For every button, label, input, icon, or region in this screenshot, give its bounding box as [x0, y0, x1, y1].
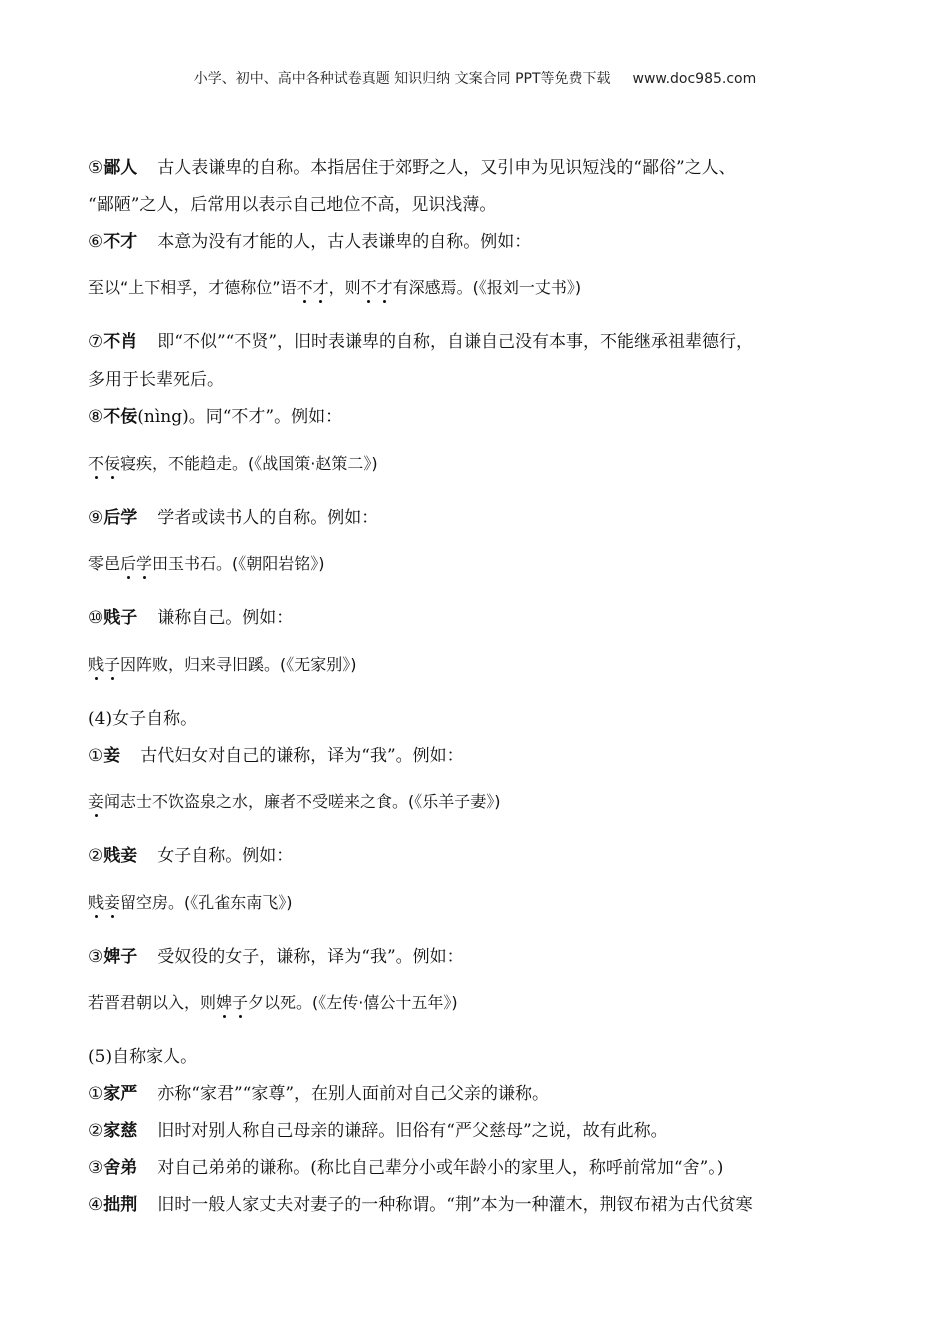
entry-qie	[88, 744, 888, 768]
entry-number: ⑨	[88, 508, 104, 528]
entry-term: 后学	[103, 508, 138, 528]
entry-continuation	[88, 368, 888, 392]
entry-term: 不佞	[103, 407, 138, 427]
example-quote: 贱子因阵败，归来寻旧蹊。(《无家别》)	[88, 655, 357, 674]
entry-number: ⑩	[88, 608, 104, 628]
entry-number: ①	[88, 1084, 104, 1104]
entry-desc: 即“不似”“不贤”，旧时表谦卑的自称，自谦自己没有本事，不能继承祖辈德行，	[157, 332, 754, 352]
emphasis-char: 不	[88, 454, 105, 473]
emphasis-char: 学	[136, 554, 153, 573]
entry-term: 贱子	[103, 608, 138, 628]
entry-number: ②	[88, 846, 104, 866]
entry-term: 舍弟	[103, 1158, 138, 1178]
entry-desc: “鄙陋”之人，后常用以表示自己地位不高，见识浅薄。	[88, 195, 497, 215]
entry-continuation	[88, 193, 888, 217]
emphasis-char: 妾	[88, 792, 105, 811]
entry-number: ⑧	[88, 407, 104, 427]
entry-jian-qie	[88, 844, 888, 868]
entry-term: 婢子	[103, 947, 138, 967]
entry-term: 拙荆	[103, 1195, 138, 1215]
emphasis-char: 贱	[88, 893, 105, 912]
entry-desc: 古代妇女对自己的谦称，译为“我”。例如：	[140, 746, 464, 766]
entry-desc: 多用于长辈死后。	[88, 370, 224, 390]
section-heading: (5)自称家人。	[88, 1047, 198, 1067]
entry-number: ①	[88, 746, 104, 766]
entry-desc: (nìng)。同“不才”。例如：	[137, 407, 343, 427]
entry-jia-ci	[88, 1119, 888, 1143]
entry-she-di	[88, 1156, 888, 1180]
example-quote: 至以“上下相孚，才德称位”语不才，则不才有深感焉。(《报刘一丈书》)	[88, 278, 582, 297]
entry-number: ②	[88, 1121, 104, 1141]
example-quote: 零邑后学田玉书石。(《朝阳岩铭》)	[88, 554, 325, 573]
entry-bu-ning	[88, 405, 888, 429]
example-quote: 妾闻志士不饮盗泉之水，廉者不受嗟来之食。(《乐羊子妻》)	[88, 792, 501, 811]
entry-bu-xiao	[88, 330, 888, 354]
emphasis-char: 才	[312, 278, 329, 297]
entry-term: 不才	[103, 232, 138, 252]
entry-number: ③	[88, 1158, 104, 1178]
emphasis-char: 子	[104, 655, 121, 674]
entry-bi-ren	[88, 156, 888, 180]
emphasis-char: 子	[232, 993, 249, 1012]
entry-desc: 古人表谦卑的自称。本指居住于郊野之人，又引申为见识短浅的“鄙俗”之人、	[157, 158, 736, 178]
entry-term: 家严	[103, 1084, 138, 1104]
example-quote: 不佞寝疾，不能趋走。(《战国策·赵策二》)	[88, 454, 378, 473]
section-heading: (4)女子自称。	[88, 709, 198, 729]
emphasis-char: 不	[296, 278, 313, 297]
entry-desc: 学者或读书人的自称。例如：	[157, 508, 379, 528]
entry-desc: 旧时一般人家丈夫对妻子的一种称谓。“荆”本为一种灌木，荆钗布裙为古代贫寒	[157, 1195, 753, 1215]
emphasis-char: 后	[120, 554, 137, 573]
emphasis-char: 婢	[216, 993, 233, 1012]
entry-desc: 亦称“家君”“家尊”，在别人面前对自己父亲的谦称。	[157, 1084, 550, 1104]
emphasis-char: 贱	[88, 655, 105, 674]
entry-desc: 女子自称。例如：	[157, 846, 294, 866]
entry-bu-cai	[88, 230, 888, 254]
page-header	[0, 68, 950, 88]
header-text: 小学、初中、高中各种试卷真题 知识归纳 文案合同 PPT等免费下载	[193, 71, 611, 87]
entry-number: ④	[88, 1195, 104, 1215]
entry-desc: 本意为没有才能的人，古人表谦卑的自称。例如：	[157, 232, 532, 252]
entry-zhuo-jing	[88, 1193, 888, 1217]
entry-number: ③	[88, 947, 104, 967]
emphasis-char: 不	[360, 278, 377, 297]
emphasis-char: 佞	[104, 454, 121, 473]
entry-term: 贱妾	[103, 846, 138, 866]
entry-desc: 对自己弟弟的谦称。(称比自己辈分小或年龄小的家里人，称呼前常加“舍”。)	[157, 1158, 724, 1178]
entry-desc: 谦称自己。例如：	[157, 608, 294, 628]
entry-term: 不肖	[103, 332, 138, 352]
example-quote: 贱妾留空房。(《孔雀东南飞》)	[88, 893, 293, 912]
header-site-link[interactable]: www.doc985.com	[632, 71, 757, 87]
entry-bi-zi	[88, 945, 888, 969]
emphasis-char: 妾	[104, 893, 121, 912]
entry-jian-zi	[88, 606, 888, 630]
entry-term: 鄙人	[103, 158, 138, 178]
entry-desc: 受奴役的女子，谦称，译为“我”。例如：	[157, 947, 464, 967]
entry-hou-xue	[88, 506, 888, 530]
entry-number: ⑤	[88, 158, 104, 178]
entry-term: 家慈	[103, 1121, 138, 1141]
entry-number: ⑦	[88, 332, 104, 352]
entry-desc: 旧时对别人称自己母亲的谦辞。旧俗有“严父慈母”之说，故有此称。	[157, 1121, 668, 1141]
entry-jia-yan	[88, 1082, 888, 1106]
example-quote: 若晋君朝以入，则婢子夕以死。(《左传·僖公十五年》)	[88, 993, 458, 1012]
emphasis-char: 才	[376, 278, 393, 297]
entry-term: 妾	[103, 746, 121, 766]
entry-number: ⑥	[88, 232, 104, 252]
